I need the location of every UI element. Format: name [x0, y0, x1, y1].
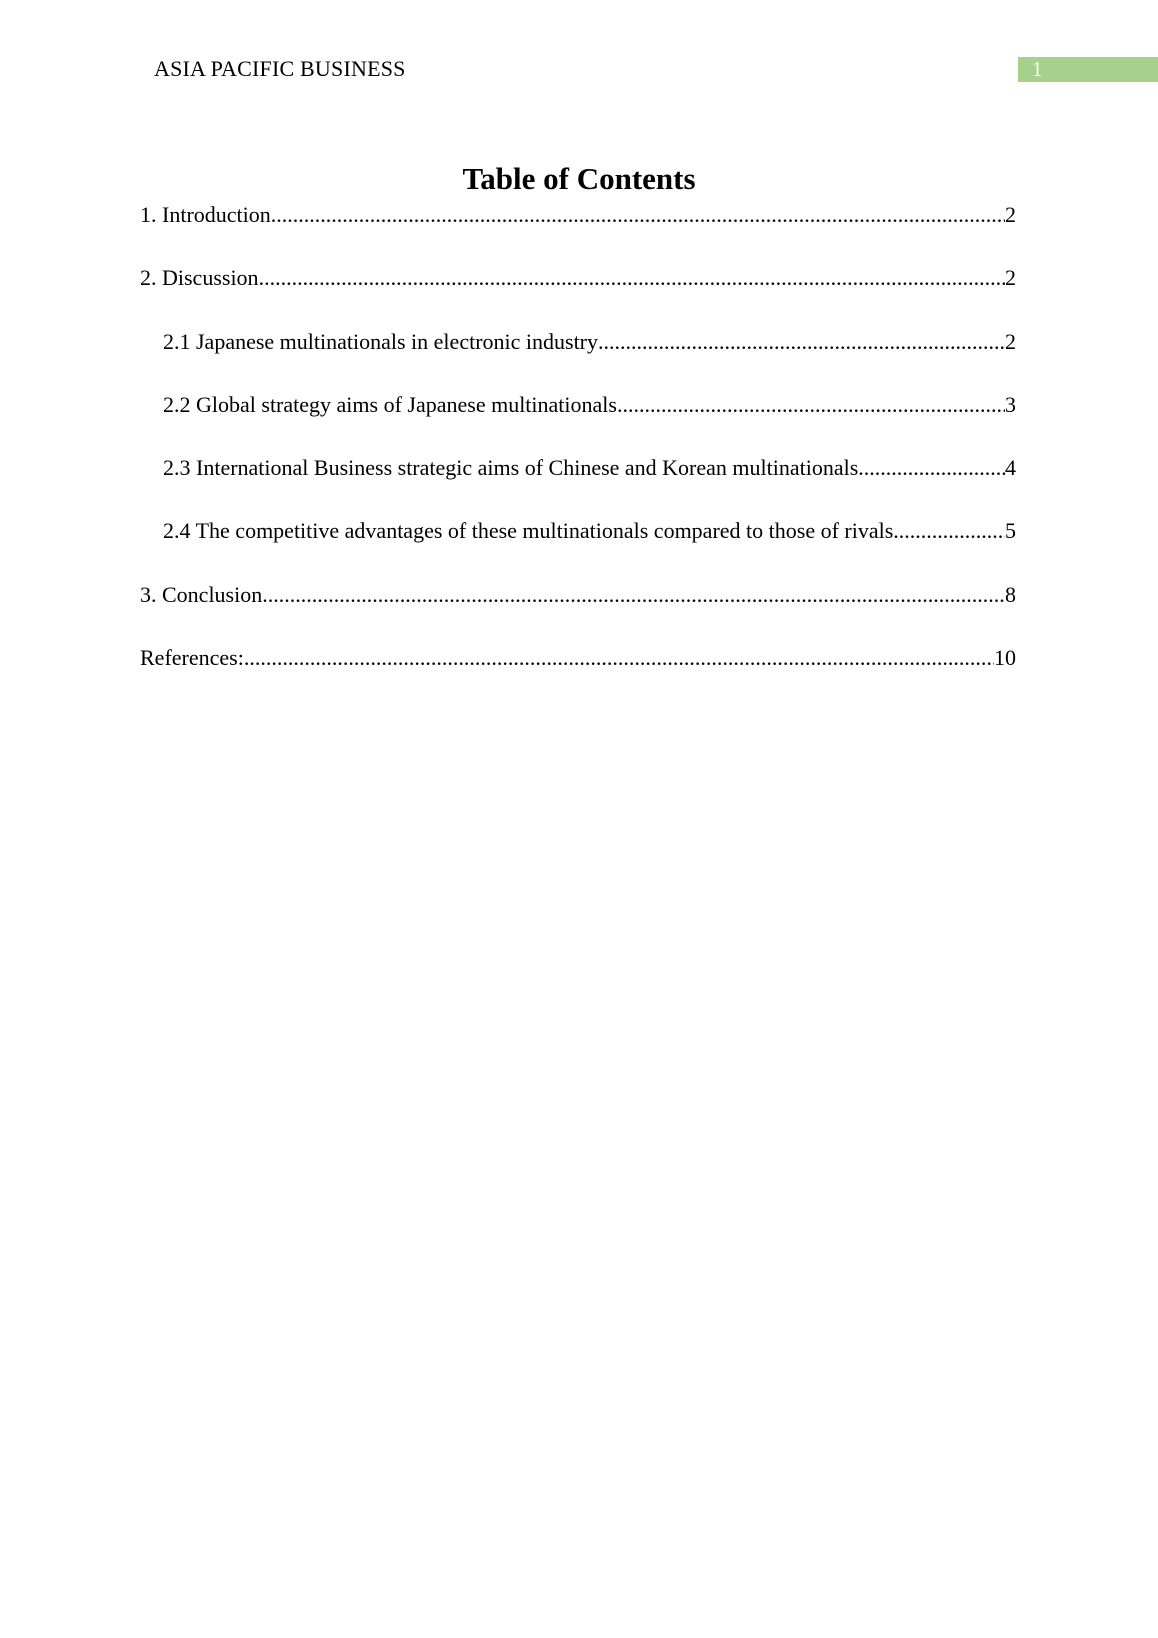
- toc-dot-leader: [259, 263, 1005, 293]
- toc-entry-japanese-multinationals[interactable]: [140, 327, 1016, 390]
- toc-entry-chinese-korean-aims[interactable]: [140, 453, 1016, 516]
- toc-entry-discussion[interactable]: [140, 263, 1016, 326]
- toc-entry-label: 2.2 Global strategy aims of Japanese multinationals: [163, 391, 617, 417]
- toc-entry-label: 2. Discussion: [140, 265, 259, 291]
- toc-entry-global-strategy-aims[interactable]: [140, 390, 1016, 453]
- toc-entry-page: 5: [1005, 518, 1016, 544]
- toc-entry-page: 4: [1005, 455, 1016, 481]
- toc-dot-leader: [244, 643, 994, 673]
- toc-dot-leader: [598, 327, 1005, 357]
- toc-entry-introduction[interactable]: [140, 200, 1016, 263]
- toc-dot-leader: [858, 453, 1005, 483]
- toc-dot-leader: [262, 580, 1005, 610]
- toc-dot-leader: [617, 390, 1005, 420]
- page-number-badge: 1: [1018, 57, 1158, 82]
- toc-entry-page: 10: [994, 645, 1016, 671]
- toc-entry-label: 2.3 International Business strategic aims of Chinese and Korean multinationals: [163, 455, 859, 481]
- toc-entry-page: 2: [1005, 265, 1016, 291]
- toc-entry-page: 8: [1005, 581, 1016, 607]
- toc-entry-conclusion[interactable]: [140, 580, 1016, 643]
- toc-entry-label: References:: [140, 645, 244, 671]
- toc-entry-label: 2.4 The competitive advantages of these multinationals compared to those of rivals: [163, 518, 894, 544]
- toc-entry-label: 3. Conclusion: [140, 581, 263, 607]
- toc-entry-page: 3: [1005, 391, 1016, 417]
- toc-entry-page: 2: [1005, 202, 1016, 227]
- toc-dot-leader: [271, 200, 1005, 230]
- running-head: ASIA PACIFIC BUSINESS: [154, 56, 406, 81]
- toc-list: [140, 200, 1016, 706]
- toc-entry-competitive-advantages[interactable]: [140, 516, 1016, 579]
- toc-entry-label: 2.1 Japanese multinationals in electronic industry: [163, 328, 599, 354]
- toc-entry-page: 2: [1005, 328, 1016, 354]
- toc-dot-leader: [893, 516, 1005, 546]
- toc-title: Table of Contents: [462, 161, 696, 196]
- toc-entry-label: 1. Introduction: [140, 202, 271, 227]
- toc-entry-references[interactable]: [140, 643, 1016, 706]
